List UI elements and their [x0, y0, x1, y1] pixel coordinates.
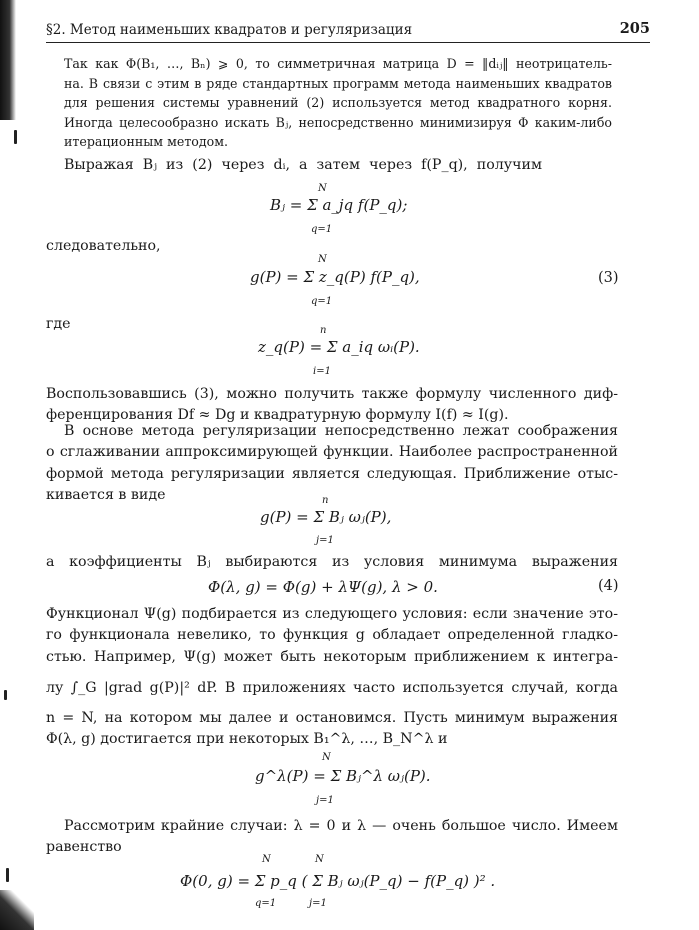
- equation-number: (3): [598, 270, 619, 286]
- formula-z: z_q(P) = Σ a_iq ωᵢ(P).: [258, 338, 420, 356]
- text-paragraph: [64, 155, 542, 176]
- sum-upper-limit: N: [315, 854, 324, 865]
- sum-upper-limit: N: [322, 752, 331, 763]
- text-paragraph: [46, 552, 618, 573]
- formula-glambda: g^λ(P) = Σ Bⱼ^λ ωⱼ(P).: [255, 767, 431, 785]
- note-paragraph: [64, 54, 612, 152]
- page-number: 205: [619, 20, 650, 37]
- scan-speck: [4, 690, 7, 700]
- text-paragraph: [46, 314, 618, 335]
- text-paragraph: [46, 604, 618, 750]
- text-line: Воспользовавшись (3), можно получить также формулу численного диф-: [46, 386, 618, 402]
- text-line: Функционал Ψ(g) подбирается из следующего условия: если значение это-: [46, 606, 618, 622]
- sum-upper-limit: n: [320, 325, 327, 336]
- text-line: следовательно,: [46, 238, 161, 254]
- sum-upper-limit: N: [318, 183, 327, 194]
- formula-phi0: Φ(0, g) = Σ p_q ( Σ Bⱼ ωⱼ(P_q) − f(P_q) )² .: [180, 872, 496, 890]
- text-line: равенство: [46, 839, 122, 856]
- sum-lower-limit: j=1: [309, 898, 327, 909]
- text-paragraph: [46, 236, 618, 257]
- scan-speck: [6, 868, 9, 882]
- note-line: на. В связи с этим в ряде стандартных программ метода наименьших квадратов: [64, 75, 612, 91]
- sum-lower-limit: j=1: [316, 795, 334, 806]
- text-line: а коэффициенты Bⱼ выбираются из условия минимума выражения: [46, 554, 618, 570]
- text-line: Рассмотрим крайние случаи: λ = 0 и λ — очень большое число. Имеем: [64, 818, 618, 834]
- section-title: §2. Метод наименьших квадратов и регуляризация: [46, 22, 413, 38]
- text-paragraph: [46, 421, 618, 506]
- scan-speck: [14, 130, 17, 144]
- text-line: Φ(λ, g) достигается при некоторых B₁^λ, …, B_N^λ и: [46, 731, 448, 748]
- text-line: кивается в виде: [46, 486, 166, 503]
- formula-g: g(P) = Σ z_q(P) f(P_q),: [250, 268, 420, 286]
- note-line: для решения системы уравнений (2) используется метод квадратного корня.: [64, 95, 612, 110]
- scan-edge-mark: [0, 0, 16, 120]
- sum-lower-limit: q=1: [255, 898, 277, 909]
- note-line: итерационным методом.: [64, 134, 229, 149]
- text-line: о сглаживании аппроксимирующей функции. Наиболее распространенной: [46, 444, 618, 461]
- note-line: Так как Φ(B₁, …, Bₙ) ⩾ 0, то симметричная матрица D = ‖dᵢⱼ‖ неотрицатель-: [64, 56, 612, 71]
- sum-lower-limit: j=1: [316, 535, 334, 546]
- text-paragraph: [46, 816, 618, 859]
- text-line: стью. Например, Ψ(g) может быть некоторым приближением к интегра-: [46, 648, 618, 665]
- formula-phi: Φ(λ, g) = Φ(g) + λΨ(g), λ > 0.: [208, 578, 438, 596]
- scan-edge-mark-bottom: [0, 890, 34, 930]
- sum-lower-limit: q=1: [311, 224, 333, 235]
- running-head: [46, 20, 650, 43]
- sum-upper-limit: N: [262, 854, 271, 865]
- formula-g2: g(P) = Σ Bⱼ ωⱼ(P),: [260, 508, 392, 526]
- formula-bj: Bⱼ = Σ a_jq f(P_q);: [270, 196, 408, 214]
- sum-upper-limit: N: [318, 254, 327, 265]
- equation-number: (4): [598, 578, 619, 594]
- text-line: где: [46, 316, 71, 332]
- sum-upper-limit: n: [322, 495, 329, 506]
- text-line: лу ∫_G |grad g(P)|² dP. В приложениях часто используется случай, когда: [46, 679, 618, 696]
- text-line: В основе метода регуляризации непосредственно лежат соображения: [64, 423, 618, 439]
- text-line: формой метода регуляризации является следующая. Приближение отыс-: [46, 465, 618, 482]
- text-line: ференцирования Df ≈ Dg и квадратурную формулу I(f) ≈ I(g).: [46, 407, 509, 424]
- sum-lower-limit: q=1: [311, 296, 333, 307]
- sum-lower-limit: i=1: [313, 366, 331, 377]
- text-line: n = N, на котором мы далее и остановимся. Пусть минимум выражения: [46, 709, 618, 726]
- text-line: Выражая Bⱼ из (2) через dᵢ, а затем через f(P_q), получим: [64, 157, 542, 173]
- text-line: го функционала невелико, то функция g обладает определенной гладко-: [46, 627, 618, 644]
- note-line: Иногда целесообразно искать Bⱼ, непосредственно минимизируя Φ каким-либо: [64, 114, 612, 130]
